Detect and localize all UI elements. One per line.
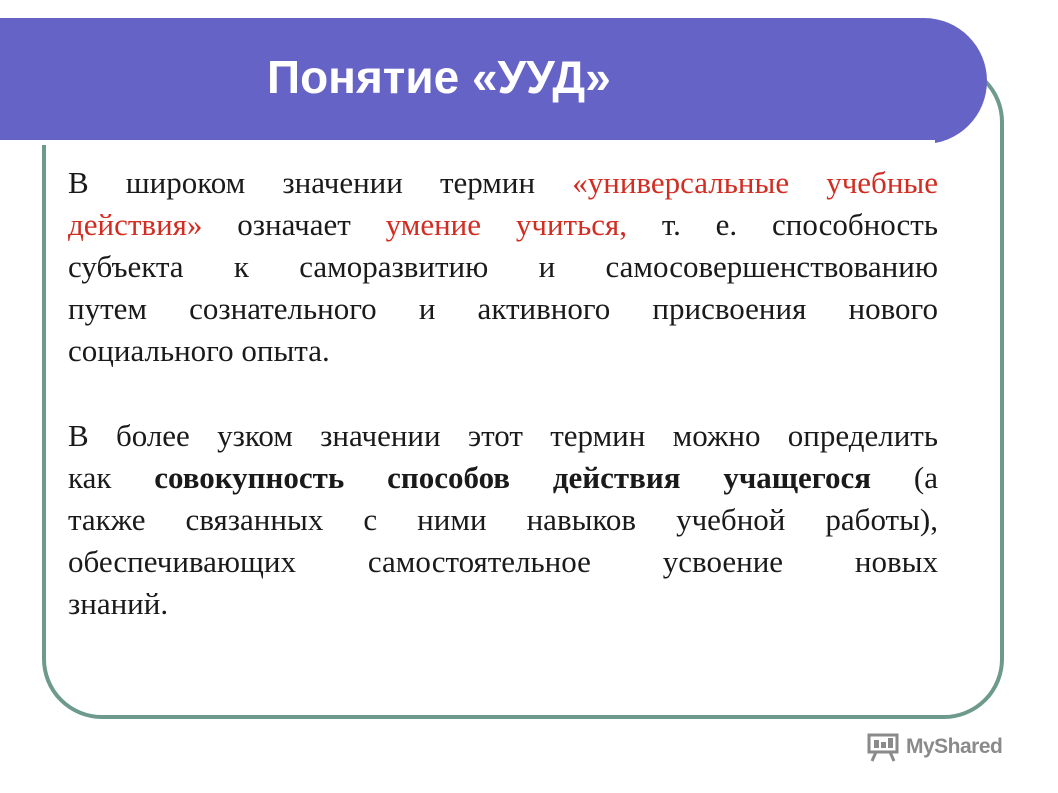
text-segment: означает bbox=[202, 207, 386, 242]
text-segment: В более узком значении этот термин можно определить bbox=[68, 418, 938, 453]
text-segment: т. е. способность bbox=[627, 207, 938, 242]
highlighted-term: умение учиться, bbox=[385, 207, 628, 242]
text-line bbox=[68, 457, 938, 499]
text-segment: социального опыта. bbox=[68, 333, 330, 368]
text-segment: обеспечивающих самостоятельное усвоение новых bbox=[68, 544, 938, 579]
definition-narrow-paragraph bbox=[68, 415, 938, 625]
text-line bbox=[68, 583, 938, 625]
text-line bbox=[68, 330, 938, 372]
text-segment: как bbox=[68, 460, 155, 495]
text-line bbox=[68, 541, 938, 583]
text-segment: (а bbox=[871, 460, 938, 495]
text-line bbox=[68, 246, 938, 288]
title-underline bbox=[0, 140, 935, 145]
highlighted-term: действия» bbox=[68, 207, 203, 242]
presentation-board-icon bbox=[866, 732, 900, 762]
text-segment: В широком значении термин bbox=[68, 165, 573, 200]
text-segment: также связанных с ними навыков учебной работы), bbox=[68, 502, 938, 537]
text-line bbox=[68, 204, 938, 246]
watermark bbox=[866, 730, 1002, 764]
text-line bbox=[68, 415, 938, 457]
text-line bbox=[68, 499, 938, 541]
text-line bbox=[68, 288, 938, 330]
bold-term: совокупность способов действия учащегося bbox=[154, 460, 872, 495]
text-line bbox=[68, 162, 938, 204]
highlighted-term: «универсальные учебные bbox=[572, 165, 938, 200]
watermark-text: MyShared bbox=[906, 735, 1003, 758]
definition-broad-paragraph bbox=[68, 162, 938, 372]
text-segment: путем сознательного и активного присвоения нового bbox=[68, 291, 938, 326]
text-segment: знаний. bbox=[68, 586, 169, 621]
text-segment: субъекта к саморазвитию и самосовершенствованию bbox=[68, 249, 938, 284]
slide-title: Понятие «УУД» bbox=[267, 51, 611, 103]
